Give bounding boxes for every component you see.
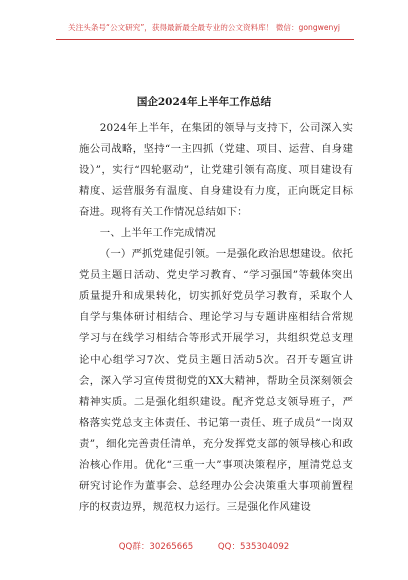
- header-banner: 关注头条号“公文研究”，获得最新最全最专业的公文资料库！ 微信：gongwenyj: [68, 23, 340, 32]
- section-heading: 一、上半年工作完成情况: [99, 227, 216, 240]
- header-divider: [56, 39, 354, 40]
- footer-qq-group: QQ群：30265665: [118, 542, 194, 552]
- footer-qq: QQ：535304092: [217, 542, 290, 552]
- document-body: [79, 118, 353, 518]
- footer-contact: [0, 540, 408, 552]
- body-paragraph: （一）严抓党建促引领。一是强化政治思想建设。依托党员主题日活动、党史学习教育、“学习强国”等载体突出质量提升和成果转化，切实抓好党员学习教育，采取个人自学与集体研讨相结合、理论学习与专题讲座相结合常规学习与在线学习相结合等形式开展学习，共组织党总支理论中心组学习7次、党员主题日活动5次。召开专题宣讲会，深入学习宣传贯彻党的XX大精神，帮助全员深刻领会精神实质。二是强化组织建设。配齐党总支领导班子，严格落实党总支主体责任、书记第一责任、班子成员“一岗双责”，细化完善责任清单，充分发挥党支部的领导核心和政治核心作用。优化“三重一大”事项决策程序，厘清党总支研究讨论作为董事会、总经理办公会决策重大事项前置程序的权责边界，规范权力运行。三是强化作风建设: [79, 248, 353, 513]
- intro-paragraph: 2024年上半年，在集团的领导与支持下，公司深入实施公司战略，坚持“一主四抓（党建、项目、运营、自身建设）”，实行“四轮驱动”，让党建引领有高度、项目建设有精度、运营服务有温度、自身建设有力度，正向既定目标奋进。现将有关工作情况总结如下：: [79, 122, 353, 219]
- document-title: 国企2024年上半年工作总结: [136, 96, 272, 108]
